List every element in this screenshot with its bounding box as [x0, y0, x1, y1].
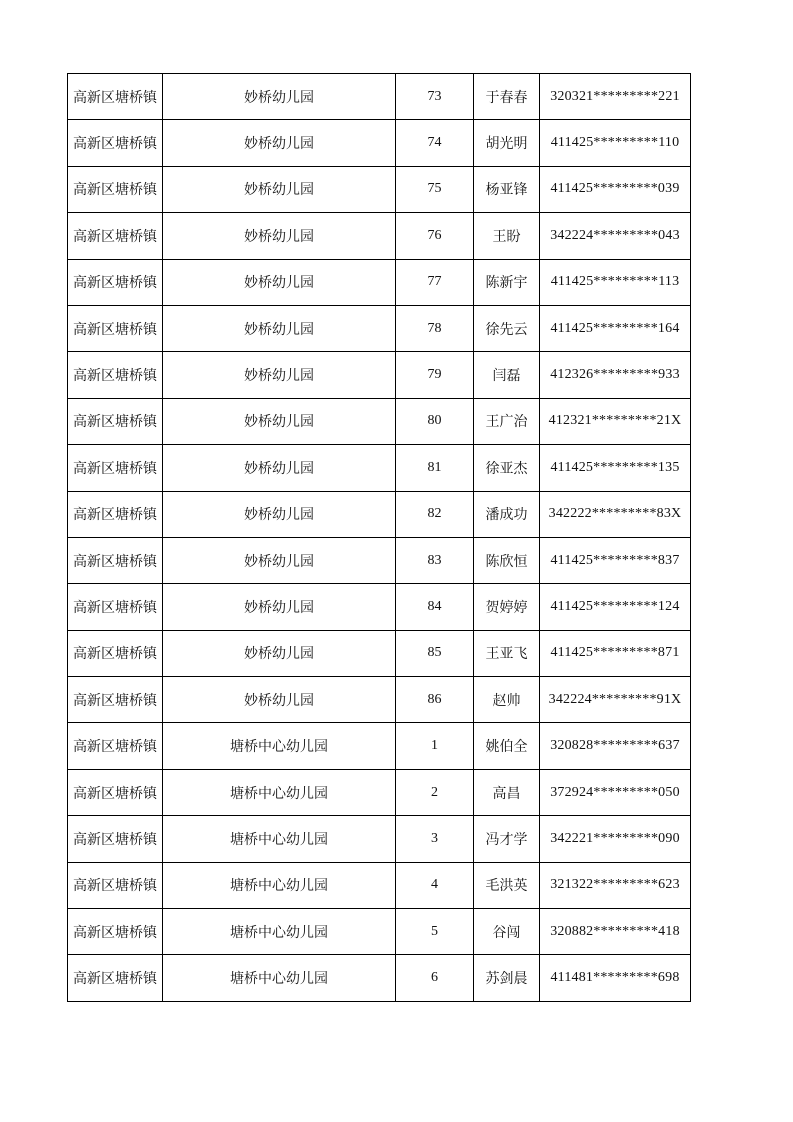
person-name-cell: 王广治	[474, 398, 540, 444]
person-name-cell: 高昌	[474, 769, 540, 815]
person-name-cell: 杨亚锋	[474, 166, 540, 212]
region-cell: 高新区塘桥镇	[68, 213, 163, 259]
person-name-cell: 闫磊	[474, 352, 540, 398]
id-number-cell: 372924*********050	[540, 769, 691, 815]
region-cell: 高新区塘桥镇	[68, 445, 163, 491]
id-number-cell: 411425*********135	[540, 445, 691, 491]
id-number-cell: 411425*********113	[540, 259, 691, 305]
table-row	[68, 259, 691, 305]
table-row	[68, 305, 691, 351]
number-cell: 82	[396, 491, 474, 537]
region-cell: 高新区塘桥镇	[68, 491, 163, 537]
school-cell: 妙桥幼儿园	[163, 166, 396, 212]
number-cell: 73	[396, 74, 474, 120]
id-number-cell: 321322*********623	[540, 862, 691, 908]
region-cell: 高新区塘桥镇	[68, 537, 163, 583]
number-cell: 3	[396, 816, 474, 862]
school-cell: 妙桥幼儿园	[163, 213, 396, 259]
id-number-cell: 320882*********418	[540, 909, 691, 955]
number-cell: 83	[396, 537, 474, 583]
number-cell: 75	[396, 166, 474, 212]
person-name-cell: 贺婷婷	[474, 584, 540, 630]
region-cell: 高新区塘桥镇	[68, 816, 163, 862]
person-name-cell: 冯才学	[474, 816, 540, 862]
table-row	[68, 445, 691, 491]
number-cell: 76	[396, 213, 474, 259]
table-row	[68, 816, 691, 862]
school-cell: 妙桥幼儿园	[163, 120, 396, 166]
region-cell: 高新区塘桥镇	[68, 352, 163, 398]
school-cell: 塘桥中心幼儿园	[163, 909, 396, 955]
person-name-cell: 王盼	[474, 213, 540, 259]
id-number-cell: 411425*********110	[540, 120, 691, 166]
table-row	[68, 584, 691, 630]
region-cell: 高新区塘桥镇	[68, 584, 163, 630]
table-row	[68, 120, 691, 166]
table-row	[68, 74, 691, 120]
school-cell: 妙桥幼儿园	[163, 259, 396, 305]
table-row	[68, 723, 691, 769]
number-cell: 81	[396, 445, 474, 491]
region-cell: 高新区塘桥镇	[68, 769, 163, 815]
person-name-cell: 王亚飞	[474, 630, 540, 676]
id-number-cell: 411425*********837	[540, 537, 691, 583]
id-number-cell: 411481*********698	[540, 955, 691, 1001]
person-name-cell: 潘成功	[474, 491, 540, 537]
id-number-cell: 320828*********637	[540, 723, 691, 769]
region-cell: 高新区塘桥镇	[68, 259, 163, 305]
school-cell: 妙桥幼儿园	[163, 630, 396, 676]
number-cell: 78	[396, 305, 474, 351]
table-row	[68, 166, 691, 212]
region-cell: 高新区塘桥镇	[68, 305, 163, 351]
region-cell: 高新区塘桥镇	[68, 862, 163, 908]
person-name-cell: 赵帅	[474, 677, 540, 723]
person-name-cell: 谷闯	[474, 909, 540, 955]
person-name-cell: 苏剑晨	[474, 955, 540, 1001]
person-name-cell: 陈欣恒	[474, 537, 540, 583]
number-cell: 6	[396, 955, 474, 1001]
table-row	[68, 909, 691, 955]
number-cell: 1	[396, 723, 474, 769]
region-cell: 高新区塘桥镇	[68, 955, 163, 1001]
person-name-cell: 徐先云	[474, 305, 540, 351]
table-row	[68, 955, 691, 1001]
region-cell: 高新区塘桥镇	[68, 74, 163, 120]
number-cell: 74	[396, 120, 474, 166]
table-row	[68, 630, 691, 676]
school-cell: 妙桥幼儿园	[163, 491, 396, 537]
number-cell: 2	[396, 769, 474, 815]
table-row	[68, 862, 691, 908]
region-cell: 高新区塘桥镇	[68, 630, 163, 676]
id-number-cell: 342221*********090	[540, 816, 691, 862]
school-cell: 妙桥幼儿园	[163, 584, 396, 630]
id-number-cell: 411425*********124	[540, 584, 691, 630]
id-number-cell: 412321*********21X	[540, 398, 691, 444]
person-name-cell: 姚伯全	[474, 723, 540, 769]
school-cell: 妙桥幼儿园	[163, 352, 396, 398]
school-cell: 塘桥中心幼儿园	[163, 816, 396, 862]
id-number-cell: 411425*********164	[540, 305, 691, 351]
id-number-cell: 411425*********039	[540, 166, 691, 212]
school-cell: 塘桥中心幼儿园	[163, 769, 396, 815]
region-cell: 高新区塘桥镇	[68, 677, 163, 723]
table-row	[68, 398, 691, 444]
id-number-cell: 342224*********91X	[540, 677, 691, 723]
table-row	[68, 537, 691, 583]
school-cell: 塘桥中心幼儿园	[163, 862, 396, 908]
roster-table-body	[68, 74, 691, 1002]
region-cell: 高新区塘桥镇	[68, 166, 163, 212]
table-row	[68, 213, 691, 259]
roster-table	[67, 73, 691, 1002]
person-name-cell: 陈新宇	[474, 259, 540, 305]
school-cell: 妙桥幼儿园	[163, 74, 396, 120]
number-cell: 4	[396, 862, 474, 908]
region-cell: 高新区塘桥镇	[68, 120, 163, 166]
id-number-cell: 320321*********221	[540, 74, 691, 120]
region-cell: 高新区塘桥镇	[68, 723, 163, 769]
region-cell: 高新区塘桥镇	[68, 398, 163, 444]
region-cell: 高新区塘桥镇	[68, 909, 163, 955]
number-cell: 77	[396, 259, 474, 305]
number-cell: 5	[396, 909, 474, 955]
person-name-cell: 于春春	[474, 74, 540, 120]
table-row	[68, 352, 691, 398]
id-number-cell: 342222*********83X	[540, 491, 691, 537]
school-cell: 妙桥幼儿园	[163, 445, 396, 491]
person-name-cell: 胡光明	[474, 120, 540, 166]
person-name-cell: 徐亚杰	[474, 445, 540, 491]
table-row	[68, 677, 691, 723]
number-cell: 79	[396, 352, 474, 398]
school-cell: 塘桥中心幼儿园	[163, 955, 396, 1001]
id-number-cell: 411425*********871	[540, 630, 691, 676]
person-name-cell: 毛洪英	[474, 862, 540, 908]
table-row	[68, 491, 691, 537]
school-cell: 妙桥幼儿园	[163, 398, 396, 444]
number-cell: 80	[396, 398, 474, 444]
number-cell: 84	[396, 584, 474, 630]
school-cell: 塘桥中心幼儿园	[163, 723, 396, 769]
school-cell: 妙桥幼儿园	[163, 677, 396, 723]
school-cell: 妙桥幼儿园	[163, 305, 396, 351]
school-cell: 妙桥幼儿园	[163, 537, 396, 583]
table-row	[68, 769, 691, 815]
number-cell: 85	[396, 630, 474, 676]
id-number-cell: 412326*********933	[540, 352, 691, 398]
number-cell: 86	[396, 677, 474, 723]
id-number-cell: 342224*********043	[540, 213, 691, 259]
